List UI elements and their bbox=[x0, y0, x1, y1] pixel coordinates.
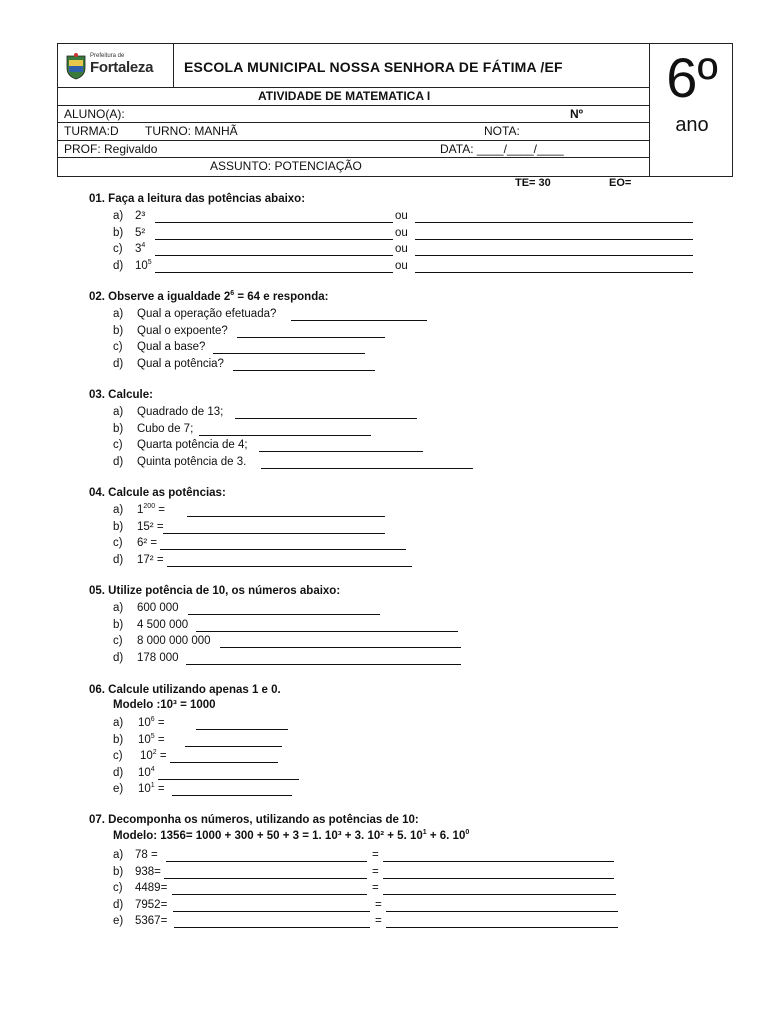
equals-sign: = bbox=[372, 865, 379, 878]
q1-power bbox=[135, 227, 145, 239]
item-label: c) bbox=[113, 341, 123, 353]
activity-title: ATIVIDADE DE MATEMATICA I bbox=[258, 89, 431, 103]
item-label: a) bbox=[113, 717, 124, 729]
item-label: b) bbox=[113, 422, 124, 435]
question-text: Quarta potência de 4; bbox=[137, 439, 248, 451]
q6-power: $10^6$ = bbox=[138, 716, 165, 729]
answer-line[interactable] bbox=[291, 320, 427, 321]
power-expression: 6² bbox=[137, 537, 148, 549]
q6-model: Modelo :10³ = 1000 bbox=[113, 699, 216, 711]
item-label: a) bbox=[113, 308, 124, 320]
grade-label: ano bbox=[675, 114, 709, 136]
logo bbox=[58, 44, 174, 87]
q2-title: 02. Observe a igualdade $2^6 = 64$ e responda: bbox=[89, 290, 329, 303]
nota-label: NOTA: bbox=[484, 124, 520, 138]
power-expression: $10^5$ bbox=[135, 258, 152, 272]
number-text: 938= bbox=[135, 865, 161, 878]
answer-line[interactable] bbox=[164, 878, 367, 879]
answer-line[interactable] bbox=[237, 337, 385, 338]
eo-label: EO= bbox=[609, 177, 632, 189]
answer-line[interactable] bbox=[186, 664, 461, 665]
q1-title: 01. Faça a leitura das potências abaixo: bbox=[89, 193, 306, 205]
answer-line[interactable] bbox=[213, 353, 365, 354]
answer-line[interactable] bbox=[188, 614, 380, 615]
q4-power: 15² = bbox=[137, 520, 164, 533]
item-label: a) bbox=[113, 210, 124, 222]
answer-line[interactable] bbox=[155, 255, 393, 256]
power-expression: $10^5$ bbox=[138, 732, 155, 746]
item-label: e) bbox=[113, 783, 124, 795]
question-text: Qual a base? bbox=[137, 341, 206, 353]
fortaleza-crest-icon bbox=[65, 52, 87, 80]
item-label: c) bbox=[113, 635, 123, 647]
power-expression: 5² bbox=[135, 226, 146, 239]
answer-line[interactable] bbox=[199, 435, 371, 436]
q1-power bbox=[135, 243, 145, 255]
logo-prefeitura-text: Prefeitura de bbox=[90, 53, 125, 59]
number-text: 178 000 bbox=[137, 651, 179, 664]
q6-power: $10^5$ = bbox=[138, 732, 165, 746]
item-label: a) bbox=[113, 602, 124, 614]
logo-city-text: Fortaleza bbox=[90, 59, 154, 76]
te-label: TE= 30 bbox=[515, 177, 551, 189]
number-text: 600 000 bbox=[137, 602, 179, 614]
answer-line[interactable] bbox=[174, 927, 370, 928]
answer-line[interactable] bbox=[155, 272, 393, 273]
question-text: Qual a operação efetuada? bbox=[137, 308, 277, 320]
q4-power: 6² = bbox=[137, 537, 158, 549]
data-label: DATA: ____/____/____ bbox=[440, 142, 564, 156]
answer-line[interactable] bbox=[160, 549, 406, 550]
power-expression: $1^{200}$ bbox=[137, 503, 156, 516]
answer-line[interactable] bbox=[167, 566, 412, 567]
power-expression: $10^4$ bbox=[138, 765, 155, 779]
q4-power: 17² = bbox=[137, 553, 164, 566]
answer-line[interactable] bbox=[220, 647, 461, 648]
answer-line[interactable] bbox=[235, 418, 417, 419]
item-label: b) bbox=[113, 733, 124, 746]
item-label: c) bbox=[113, 750, 123, 762]
item-label: c) bbox=[113, 439, 123, 451]
prof-label: PROF: Regivaldo bbox=[64, 142, 158, 156]
question-text: Quinta potência de 3. bbox=[137, 455, 247, 468]
item-label: c) bbox=[113, 537, 123, 549]
answer-line[interactable] bbox=[185, 746, 282, 747]
answer-line[interactable] bbox=[170, 762, 278, 763]
number-text: 4489= bbox=[135, 882, 168, 894]
item-label: b) bbox=[113, 324, 124, 337]
answer-line[interactable] bbox=[415, 255, 693, 256]
question-text: Qual a potência? bbox=[137, 357, 224, 370]
or-label: ou bbox=[395, 243, 408, 255]
q6-title: 06. Calcule utilizando apenas 1 e 0. bbox=[89, 684, 281, 696]
turma-row bbox=[58, 122, 650, 140]
item-label: a) bbox=[113, 849, 124, 861]
power-expression: 15² bbox=[137, 520, 154, 533]
numero-label: Nº bbox=[570, 107, 584, 121]
q4-title: 04. Calcule as potências: bbox=[89, 487, 226, 499]
grade-box bbox=[649, 44, 733, 176]
q7-title: 07. Decomponha os números, utilizando as potências de 10: bbox=[89, 814, 419, 826]
answer-line[interactable] bbox=[187, 516, 385, 517]
equals-sign: = bbox=[375, 915, 382, 927]
power-expression: $10^1$ bbox=[138, 782, 155, 795]
answer-line[interactable] bbox=[173, 911, 370, 912]
answer-line[interactable] bbox=[383, 878, 614, 879]
item-label: d) bbox=[113, 455, 124, 468]
number-text: 4 500 000 bbox=[137, 618, 189, 631]
or-label: ou bbox=[395, 210, 408, 222]
turma-label: TURMA:D bbox=[64, 124, 119, 138]
answer-line[interactable] bbox=[233, 370, 375, 371]
number-text: 7952= bbox=[135, 898, 168, 911]
grade-number: 6º bbox=[666, 46, 718, 109]
item-label: c) bbox=[113, 243, 123, 255]
school-name: ESCOLA MUNICIPAL NOSSA SENHORA DE FÁTIMA /EF bbox=[184, 59, 563, 75]
number-text: 78 = bbox=[135, 849, 158, 861]
number-text: 8 000 000 000 bbox=[137, 635, 211, 647]
answer-line[interactable] bbox=[155, 239, 393, 240]
answer-line[interactable] bbox=[386, 927, 618, 928]
or-label: ou bbox=[395, 226, 408, 239]
item-label: d) bbox=[113, 259, 124, 272]
assunto-row bbox=[58, 157, 650, 176]
turno-label: TURNO: MANHÃ bbox=[145, 124, 238, 138]
q6-power bbox=[138, 767, 155, 779]
power-expression: $10^2$ bbox=[140, 749, 157, 762]
or-label: ou bbox=[395, 259, 408, 272]
item-label: b) bbox=[113, 520, 124, 533]
q5-title: 05. Utilize potência de 10, os números abaixo: bbox=[89, 585, 341, 597]
power-expression: $10^6$ bbox=[138, 716, 155, 729]
q1-power bbox=[135, 210, 145, 222]
equals-sign: = bbox=[372, 849, 379, 861]
item-label: d) bbox=[113, 898, 124, 911]
q1-power bbox=[135, 260, 152, 272]
item-label: d) bbox=[113, 357, 124, 370]
item-label: e) bbox=[113, 915, 124, 927]
power-expression: 17² bbox=[137, 553, 154, 566]
q6-power: $10^2$ = bbox=[140, 749, 167, 762]
assunto-label: ASSUNTO: POTENCIAÇÃO bbox=[210, 159, 362, 173]
number-text: 5367= bbox=[135, 915, 168, 927]
q4-power: $1^{200}$ = bbox=[137, 503, 166, 516]
aluno-label: ALUNO(A): bbox=[64, 107, 125, 121]
answer-line[interactable] bbox=[386, 911, 618, 912]
item-label: c) bbox=[113, 882, 123, 894]
question-text: Quadrado de 13; bbox=[137, 406, 224, 418]
item-label: b) bbox=[113, 865, 124, 878]
answer-line[interactable] bbox=[172, 795, 292, 796]
power-expression: $3^4$ bbox=[135, 242, 146, 255]
answer-line[interactable] bbox=[383, 894, 616, 895]
answer-line[interactable] bbox=[166, 861, 367, 862]
prof-row bbox=[58, 140, 650, 158]
q7-model: Modelo: 1356= 1000 + 300 + 50 + 3 = 1. 10³ + 3. 10² + 5. $10^1 + 6$. $10^0$ bbox=[113, 829, 470, 842]
answer-line[interactable] bbox=[415, 222, 693, 223]
answer-line[interactable] bbox=[172, 894, 367, 895]
equals-sign: = bbox=[375, 898, 382, 911]
answer-line[interactable] bbox=[196, 631, 458, 632]
item-label: a) bbox=[113, 406, 124, 418]
power-expression: 2³ bbox=[135, 210, 146, 222]
answer-line[interactable] bbox=[158, 779, 299, 780]
activity-row bbox=[58, 87, 650, 106]
item-label: b) bbox=[113, 226, 124, 239]
answer-line[interactable] bbox=[261, 468, 473, 469]
item-label: b) bbox=[113, 618, 124, 631]
question-text: Cubo de 7; bbox=[137, 422, 194, 435]
item-label: d) bbox=[113, 651, 124, 664]
item-label: a) bbox=[113, 504, 124, 516]
equals-sign: = bbox=[372, 882, 379, 894]
answer-line[interactable] bbox=[415, 239, 693, 240]
item-label: d) bbox=[113, 766, 124, 779]
aluno-row bbox=[58, 105, 650, 123]
answer-line[interactable] bbox=[196, 729, 288, 730]
answer-line[interactable] bbox=[163, 533, 385, 534]
header-box bbox=[57, 43, 733, 177]
answer-line[interactable] bbox=[155, 222, 393, 223]
answer-line[interactable] bbox=[383, 861, 614, 862]
question-text: Qual o expoente? bbox=[137, 324, 228, 337]
answer-line[interactable] bbox=[415, 272, 693, 273]
q3-title: 03. Calcule: bbox=[89, 389, 153, 401]
item-label: d) bbox=[113, 553, 124, 566]
answer-line[interactable] bbox=[259, 451, 423, 452]
q6-power: $10^1$ = bbox=[138, 782, 165, 795]
